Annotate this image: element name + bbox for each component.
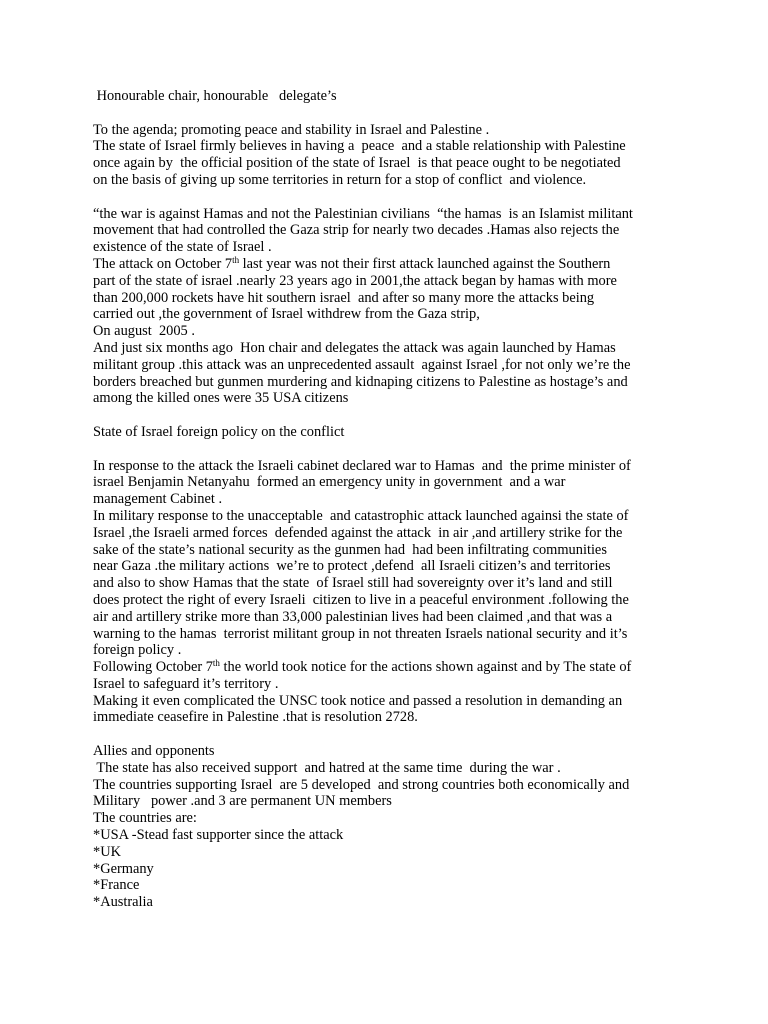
text-line: movement that had controlled the Gaza strip for nearly two decades .Hamas also rejects the [93, 222, 620, 239]
text-line: than 200,000 rockets have hit southern israel and after so many more the attacks being [93, 289, 595, 306]
allies-paragraph [93, 743, 693, 827]
attack-paragraph [93, 256, 693, 407]
text-line: among the killed ones were 35 USA citizens [93, 390, 349, 407]
text-line: The countries supporting Israel are 5 developed and strong countries both economically and [93, 776, 630, 793]
text-line-with-superscript [93, 659, 693, 676]
text-line-with-superscript [93, 256, 693, 273]
following-paragraph [93, 659, 693, 726]
text-line: immediate ceasefire in Palestine .that is resolution 2728. [93, 709, 418, 726]
list-item: *France [93, 877, 140, 894]
spacer [93, 105, 693, 122]
text-line: Israel ,the Israeli armed forces defended against the attack in air ,and artillery strike for the [93, 524, 623, 541]
text-line: israel Benjamin Netanyahu formed an emergency unity in government and a war [93, 474, 566, 491]
text-line: sake of the state’s national security as the gunmen had had been infiltrating communities [93, 541, 607, 558]
text-run: Following October 7 [93, 659, 213, 676]
list-item: *UK [93, 843, 121, 860]
text-line: warning to the hamas terrorist militant group in not threaten Israels national security and it’s [93, 625, 628, 642]
spacer [93, 726, 693, 743]
text-run: last year was not their first attack launched against the Southern [239, 255, 611, 272]
agenda-paragraph [93, 122, 693, 189]
section-heading: State of Israel foreign policy on the conflict [93, 423, 345, 440]
text-line: foreign policy . [93, 642, 182, 659]
text-line: Making it even complicated the UNSC took notice and passed a resolution in demanding an [93, 692, 623, 709]
superscript: th [232, 254, 240, 265]
text-line: And just six months ago Hon chair and delegates the attack was again launched by Hamas [93, 339, 616, 356]
list-item: *Germany [93, 860, 154, 877]
war-paragraph [93, 206, 693, 256]
text-line: carried out ,the government of Israel withdrew from the Gaza strip, [93, 306, 480, 323]
response-paragraph [93, 458, 693, 660]
superscript: th [212, 658, 220, 669]
spacer [93, 441, 693, 458]
spacer [93, 189, 693, 206]
text-line: Military power .and 3 are permanent UN members [93, 793, 392, 810]
text-line: “the war is against Hamas and not the Palestinian civilians “the hamas is an Islamist militant [93, 205, 633, 222]
text-run: The attack on October 7 [93, 255, 233, 272]
text-line: and also to show Hamas that the state of Israel still had sovereignty over it’s land and still [93, 575, 613, 592]
text-line: In military response to the unacceptable and catastrophic attack launched againsi the state of [93, 507, 629, 524]
text-line: On august 2005 . [93, 323, 195, 340]
text-line: In response to the attack the Israeli cabinet declared war to Hamas and the prime minister of [93, 457, 631, 474]
countries-list [93, 827, 693, 911]
text-line: on the basis of giving up some territories in return for a stop of conflict and violence. [93, 171, 587, 188]
text-line: near Gaza .the military actions we’re to protect ,defend all Israeli citizen’s and territories [93, 558, 611, 575]
spacer [93, 407, 693, 424]
text-line: The state has also received support and hatred at the same time during the war . [93, 759, 561, 776]
text-line: militant group .this attack was an unprecedented assault against Israel ,for not only we’re the [93, 356, 631, 373]
text-run: the world took notice for the actions shown against and by The state of [219, 659, 632, 676]
text-line: air and artillery strike more than 33,000 palestinian lives had been claimed ,and that was a [93, 608, 613, 625]
text-line: management Cabinet . [93, 491, 223, 508]
list-item: *USA -Stead fast supporter since the attack [93, 827, 344, 844]
text-line: Israel to safeguard it’s territory . [93, 675, 279, 692]
text-line: Allies and opponents [93, 743, 215, 760]
text-line: The state of Israel firmly believes in having a peace and a stable relationship with Palestine [93, 138, 626, 155]
text-line: The countries are: [93, 810, 197, 827]
text-line: once again by the official position of the state of Israel is that peace ought to be negotiated [93, 155, 621, 172]
text-line: borders breached but gunmen murdering and kidnaping citizens to Palestine as hostage’s and [93, 373, 628, 390]
text-line: part of the state of israel .nearly 23 years ago in 2001,the attack began by hamas with more [93, 272, 617, 289]
text-line: does protect the right of every Israeli citizen to live in a peaceful environment .following the [93, 591, 629, 608]
text-line: To the agenda; promoting peace and stability in Israel and Palestine . [93, 121, 490, 138]
greeting-line: Honourable chair, honourable delegate’s [93, 88, 337, 104]
document-page [93, 88, 693, 911]
list-item: *Australia [93, 894, 153, 911]
text-line: existence of the state of Israel . [93, 239, 272, 256]
